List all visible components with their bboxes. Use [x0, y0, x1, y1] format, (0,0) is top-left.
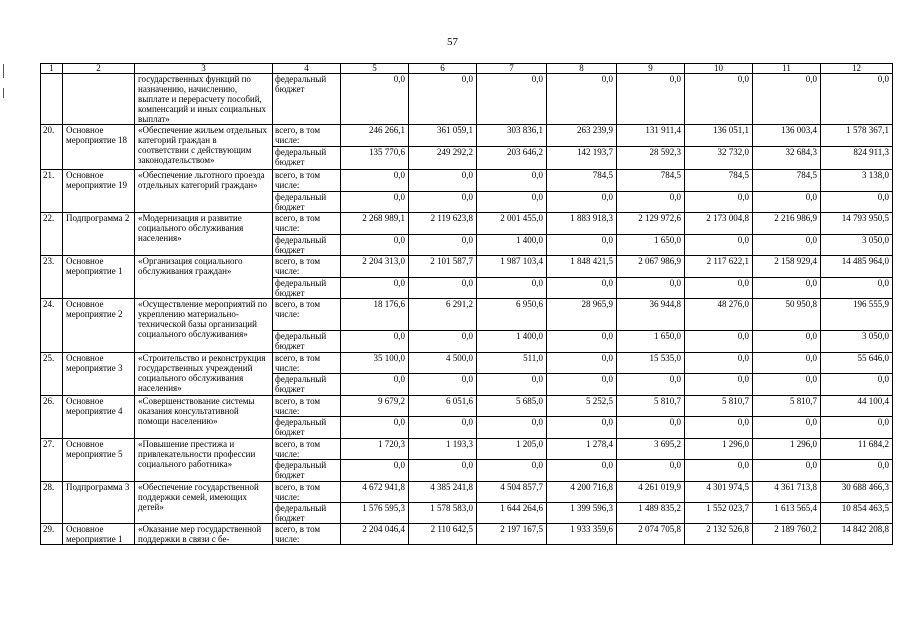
- column-number: 9: [617, 64, 685, 74]
- value-cell: 14 485 964,0: [821, 256, 893, 278]
- table-row: [41, 482, 893, 503]
- table-row: [41, 439, 893, 460]
- column-number-row: [41, 64, 893, 74]
- value-cell: 1 650,0: [617, 331, 685, 353]
- program-name: «Обеспечение государственной поддержки семей, имеющих детей»: [135, 482, 273, 524]
- budget-source: всего, в том числе:: [273, 524, 341, 545]
- value-cell: 246 266,1: [341, 125, 409, 147]
- value-cell: 1 489 835,2: [617, 503, 685, 524]
- value-cell: 0,0: [477, 374, 547, 396]
- value-cell: 142 193,7: [547, 147, 617, 170]
- value-cell: 1 296,0: [685, 439, 753, 460]
- value-cell: 0,0: [547, 460, 617, 482]
- table-row: [41, 213, 893, 235]
- value-cell: 0,0: [753, 235, 821, 256]
- value-cell: 6 051,6: [409, 396, 477, 417]
- column-number: 5: [341, 64, 409, 74]
- value-cell: 0,0: [477, 74, 547, 125]
- value-cell: 2 129 972,6: [617, 213, 685, 235]
- value-cell: 0,0: [685, 374, 753, 396]
- program-type: Основное мероприятие 18: [63, 125, 135, 170]
- value-cell: 0,0: [821, 374, 893, 396]
- value-cell: 511,0: [477, 353, 547, 374]
- value-cell: 361 059,1: [409, 125, 477, 147]
- column-number: 11: [753, 64, 821, 74]
- value-cell: 0,0: [753, 460, 821, 482]
- column-number: 3: [135, 64, 273, 74]
- value-cell: 2 216 986,9: [753, 213, 821, 235]
- budget-table: [40, 63, 893, 545]
- value-cell: 1 552 023,7: [685, 503, 753, 524]
- value-cell: 2 158 929,4: [753, 256, 821, 278]
- program-name: государственных функций по назначению, начислению, выплате и перерасчету пособий, компенсаций и иных социальных выплат»: [135, 74, 273, 125]
- value-cell: 0,0: [477, 170, 547, 192]
- value-cell: 0,0: [409, 460, 477, 482]
- value-cell: 1 205,0: [477, 439, 547, 460]
- value-cell: 0,0: [547, 374, 617, 396]
- program-type: Основное мероприятие 3: [63, 353, 135, 396]
- program-name: «Осуществление мероприятий по укреплению материально-технической базы организаций социального обслуживания»: [135, 299, 273, 353]
- budget-source: всего, в том числе:: [273, 125, 341, 147]
- column-number: 2: [63, 64, 135, 74]
- value-cell: 0,0: [341, 460, 409, 482]
- column-number: 7: [477, 64, 547, 74]
- value-cell: 1 848 421,5: [547, 256, 617, 278]
- program-type: Подпрограмма 3: [63, 482, 135, 524]
- budget-source: всего, в том числе:: [273, 396, 341, 417]
- value-cell: 784,5: [617, 170, 685, 192]
- table-row: [41, 74, 893, 125]
- budget-source: всего, в том числе:: [273, 170, 341, 192]
- value-cell: 784,5: [685, 170, 753, 192]
- value-cell: 0,0: [409, 374, 477, 396]
- value-cell: 0,0: [685, 235, 753, 256]
- value-cell: 2 067 986,9: [617, 256, 685, 278]
- value-cell: 0,0: [617, 460, 685, 482]
- value-cell: 4 504 857,7: [477, 482, 547, 503]
- budget-source: федеральный бюджет: [273, 192, 341, 213]
- program-type: Основное мероприятие 19: [63, 170, 135, 213]
- value-cell: 4 500,0: [409, 353, 477, 374]
- value-cell: 1 650,0: [617, 235, 685, 256]
- table-row: [41, 256, 893, 278]
- budget-source: федеральный бюджет: [273, 503, 341, 524]
- value-cell: 0,0: [821, 460, 893, 482]
- value-cell: 3 138,0: [821, 170, 893, 192]
- value-cell: 2 268 989,1: [341, 213, 409, 235]
- value-cell: 2 001 455,0: [477, 213, 547, 235]
- value-cell: 0,0: [685, 74, 753, 125]
- value-cell: 1 720,3: [341, 439, 409, 460]
- row-number: 24.: [41, 299, 63, 353]
- value-cell: 1 400,0: [477, 235, 547, 256]
- value-cell: 263 239,9: [547, 125, 617, 147]
- margin-mark: [3, 88, 4, 98]
- table-row: [41, 353, 893, 374]
- budget-source: федеральный бюджет: [273, 278, 341, 299]
- value-cell: 4 261 019,9: [617, 482, 685, 503]
- value-cell: 0,0: [753, 417, 821, 439]
- value-cell: 0,0: [341, 192, 409, 213]
- value-cell: 0,0: [547, 353, 617, 374]
- value-cell: 5 810,7: [685, 396, 753, 417]
- value-cell: 0,0: [409, 331, 477, 353]
- value-cell: 10 854 463,5: [821, 503, 893, 524]
- value-cell: 0,0: [685, 331, 753, 353]
- budget-source: федеральный бюджет: [273, 460, 341, 482]
- value-cell: 0,0: [753, 331, 821, 353]
- value-cell: 0,0: [685, 460, 753, 482]
- value-cell: 0,0: [547, 74, 617, 125]
- value-cell: 0,0: [341, 170, 409, 192]
- value-cell: 136 003,4: [753, 125, 821, 147]
- value-cell: 0,0: [409, 278, 477, 299]
- value-cell: 9 679,2: [341, 396, 409, 417]
- budget-source: федеральный бюджет: [273, 417, 341, 439]
- value-cell: 2 119 623,8: [409, 213, 477, 235]
- row-number: 29.: [41, 524, 63, 545]
- value-cell: 1 578 583,0: [409, 503, 477, 524]
- row-number: [41, 74, 63, 125]
- table-row: [41, 125, 893, 147]
- value-cell: 0,0: [547, 331, 617, 353]
- value-cell: 0,0: [341, 278, 409, 299]
- budget-source: всего, в том числе:: [273, 256, 341, 278]
- value-cell: 0,0: [753, 74, 821, 125]
- budget-source: федеральный бюджет: [273, 235, 341, 256]
- value-cell: 36 944,8: [617, 299, 685, 331]
- value-cell: 0,0: [753, 374, 821, 396]
- value-cell: 50 950,8: [753, 299, 821, 331]
- table-row: [41, 299, 893, 331]
- value-cell: 0,0: [547, 278, 617, 299]
- value-cell: 6 950,6: [477, 299, 547, 331]
- row-number: 20.: [41, 125, 63, 170]
- value-cell: 5 685,0: [477, 396, 547, 417]
- value-cell: 3 695,2: [617, 439, 685, 460]
- value-cell: 4 301 974,5: [685, 482, 753, 503]
- value-cell: 35 100,0: [341, 353, 409, 374]
- value-cell: 15 535,0: [617, 353, 685, 374]
- program-type: Основное мероприятие 1: [63, 524, 135, 545]
- value-cell: 0,0: [685, 353, 753, 374]
- value-cell: 0,0: [341, 374, 409, 396]
- value-cell: 0,0: [753, 278, 821, 299]
- value-cell: 14 793 950,5: [821, 213, 893, 235]
- budget-source: всего, в том числе:: [273, 299, 341, 331]
- value-cell: 0,0: [409, 74, 477, 125]
- column-number: 12: [821, 64, 893, 74]
- value-cell: 1 296,0: [753, 439, 821, 460]
- value-cell: 32 732,0: [685, 147, 753, 170]
- value-cell: 0,0: [477, 460, 547, 482]
- value-cell: 249 292,2: [409, 147, 477, 170]
- value-cell: 1 576 595,3: [341, 503, 409, 524]
- value-cell: 0,0: [477, 417, 547, 439]
- program-type: Подпрограмма 2: [63, 213, 135, 256]
- value-cell: 55 646,0: [821, 353, 893, 374]
- value-cell: 0,0: [821, 417, 893, 439]
- value-cell: 4 385 241,8: [409, 482, 477, 503]
- column-number: 10: [685, 64, 753, 74]
- value-cell: 0,0: [341, 331, 409, 353]
- row-number: 25.: [41, 353, 63, 396]
- value-cell: 4 361 713,8: [753, 482, 821, 503]
- value-cell: 0,0: [753, 192, 821, 213]
- table-row: [41, 524, 893, 545]
- value-cell: 0,0: [547, 417, 617, 439]
- value-cell: 203 646,2: [477, 147, 547, 170]
- column-number: 4: [273, 64, 341, 74]
- value-cell: 824 911,3: [821, 147, 893, 170]
- row-number: 27.: [41, 439, 63, 482]
- value-cell: 2 204 313,0: [341, 256, 409, 278]
- value-cell: 44 100,4: [821, 396, 893, 417]
- row-number: 23.: [41, 256, 63, 299]
- value-cell: 1 193,3: [409, 439, 477, 460]
- value-cell: 0,0: [477, 278, 547, 299]
- value-cell: 0,0: [617, 74, 685, 125]
- value-cell: 2 074 705,8: [617, 524, 685, 545]
- budget-source: федеральный бюджет: [273, 374, 341, 396]
- program-name: «Обеспечение льготного проезда отдельных категорий граждан»: [135, 170, 273, 213]
- value-cell: 48 276,0: [685, 299, 753, 331]
- row-number: 26.: [41, 396, 63, 439]
- value-cell: 0,0: [821, 192, 893, 213]
- value-cell: 0,0: [617, 192, 685, 213]
- value-cell: 1 400,0: [477, 331, 547, 353]
- value-cell: 1 644 264,6: [477, 503, 547, 524]
- column-number: 1: [41, 64, 63, 74]
- margin-mark: [3, 64, 4, 78]
- value-cell: 2 173 004,8: [685, 213, 753, 235]
- page-number: 57: [447, 36, 458, 48]
- value-cell: 0,0: [617, 278, 685, 299]
- value-cell: 131 911,4: [617, 125, 685, 147]
- program-type: Основное мероприятие 1: [63, 256, 135, 299]
- value-cell: 0,0: [409, 417, 477, 439]
- value-cell: 0,0: [477, 192, 547, 213]
- table-row: [41, 170, 893, 192]
- program-name: «Организация социального обслуживания граждан»: [135, 256, 273, 299]
- row-number: 21.: [41, 170, 63, 213]
- program-name: «Оказание мер государственной поддержки в связи с бе-: [135, 524, 273, 545]
- value-cell: 2 197 167,5: [477, 524, 547, 545]
- value-cell: 2 204 046,4: [341, 524, 409, 545]
- value-cell: 0,0: [341, 417, 409, 439]
- value-cell: 0,0: [685, 278, 753, 299]
- value-cell: 1 987 103,4: [477, 256, 547, 278]
- value-cell: 0,0: [341, 235, 409, 256]
- budget-source: всего, в том числе:: [273, 482, 341, 503]
- budget-source: всего, в том числе:: [273, 213, 341, 235]
- value-cell: 1 278,4: [547, 439, 617, 460]
- value-cell: 3 050,0: [821, 331, 893, 353]
- program-name: «Строительство и реконструкция государственных учреждений социального обслуживания населения»: [135, 353, 273, 396]
- value-cell: 2 101 587,7: [409, 256, 477, 278]
- budget-source: федеральный бюджет: [273, 147, 341, 170]
- program-name: «Обеспечение жильем отдельных категорий граждан в соответствии с действующим законодательством»: [135, 125, 273, 170]
- value-cell: 0,0: [617, 417, 685, 439]
- value-cell: 1 399 596,3: [547, 503, 617, 524]
- value-cell: 1 613 565,4: [753, 503, 821, 524]
- value-cell: 30 688 466,3: [821, 482, 893, 503]
- value-cell: 784,5: [753, 170, 821, 192]
- program-name: «Модернизация и развитие социального обслуживания населения»: [135, 213, 273, 256]
- value-cell: 0,0: [409, 235, 477, 256]
- value-cell: 5 810,7: [617, 396, 685, 417]
- table-body: [41, 64, 893, 545]
- column-number: 6: [409, 64, 477, 74]
- value-cell: 2 132 526,8: [685, 524, 753, 545]
- value-cell: 4 200 716,8: [547, 482, 617, 503]
- value-cell: 14 842 208,8: [821, 524, 893, 545]
- value-cell: 2 189 760,2: [753, 524, 821, 545]
- value-cell: 0,0: [685, 417, 753, 439]
- value-cell: 4 672 941,8: [341, 482, 409, 503]
- column-number: 8: [547, 64, 617, 74]
- value-cell: 0,0: [617, 374, 685, 396]
- value-cell: 303 836,1: [477, 125, 547, 147]
- program-type: Основное мероприятие 2: [63, 299, 135, 353]
- value-cell: 0,0: [821, 278, 893, 299]
- program-type: Основное мероприятие 4: [63, 396, 135, 439]
- value-cell: 0,0: [685, 192, 753, 213]
- value-cell: 196 555,9: [821, 299, 893, 331]
- budget-source: всего, в том числе:: [273, 439, 341, 460]
- value-cell: 784,5: [547, 170, 617, 192]
- value-cell: 2 110 642,5: [409, 524, 477, 545]
- value-cell: 0,0: [341, 74, 409, 125]
- value-cell: 0,0: [821, 74, 893, 125]
- program-name: «Совершенствование системы оказания консультативной помощи населению»: [135, 396, 273, 439]
- budget-source: федеральный бюджет: [273, 74, 341, 125]
- value-cell: 32 684,3: [753, 147, 821, 170]
- value-cell: 0,0: [547, 235, 617, 256]
- value-cell: 1 883 918,3: [547, 213, 617, 235]
- row-number: 22.: [41, 213, 63, 256]
- budget-source: федеральный бюджет: [273, 331, 341, 353]
- value-cell: 28 965,9: [547, 299, 617, 331]
- value-cell: 1 933 359,6: [547, 524, 617, 545]
- value-cell: 136 051,1: [685, 125, 753, 147]
- value-cell: 5 252,5: [547, 396, 617, 417]
- program-name: «Повышение престижа и привлекательности профессии социального работника»: [135, 439, 273, 482]
- row-number: 28.: [41, 482, 63, 524]
- value-cell: 2 117 622,1: [685, 256, 753, 278]
- value-cell: 18 176,6: [341, 299, 409, 331]
- value-cell: 0,0: [409, 170, 477, 192]
- budget-source: всего, в том числе:: [273, 353, 341, 374]
- value-cell: 1 578 367,1: [821, 125, 893, 147]
- value-cell: 11 684,2: [821, 439, 893, 460]
- value-cell: 5 810,7: [753, 396, 821, 417]
- value-cell: 135 770,6: [341, 147, 409, 170]
- value-cell: 28 592,3: [617, 147, 685, 170]
- value-cell: 3 050,0: [821, 235, 893, 256]
- value-cell: 6 291,2: [409, 299, 477, 331]
- program-type: [63, 74, 135, 125]
- table-row: [41, 396, 893, 417]
- value-cell: 0,0: [547, 192, 617, 213]
- value-cell: 0,0: [753, 353, 821, 374]
- program-type: Основное мероприятие 5: [63, 439, 135, 482]
- value-cell: 0,0: [409, 192, 477, 213]
